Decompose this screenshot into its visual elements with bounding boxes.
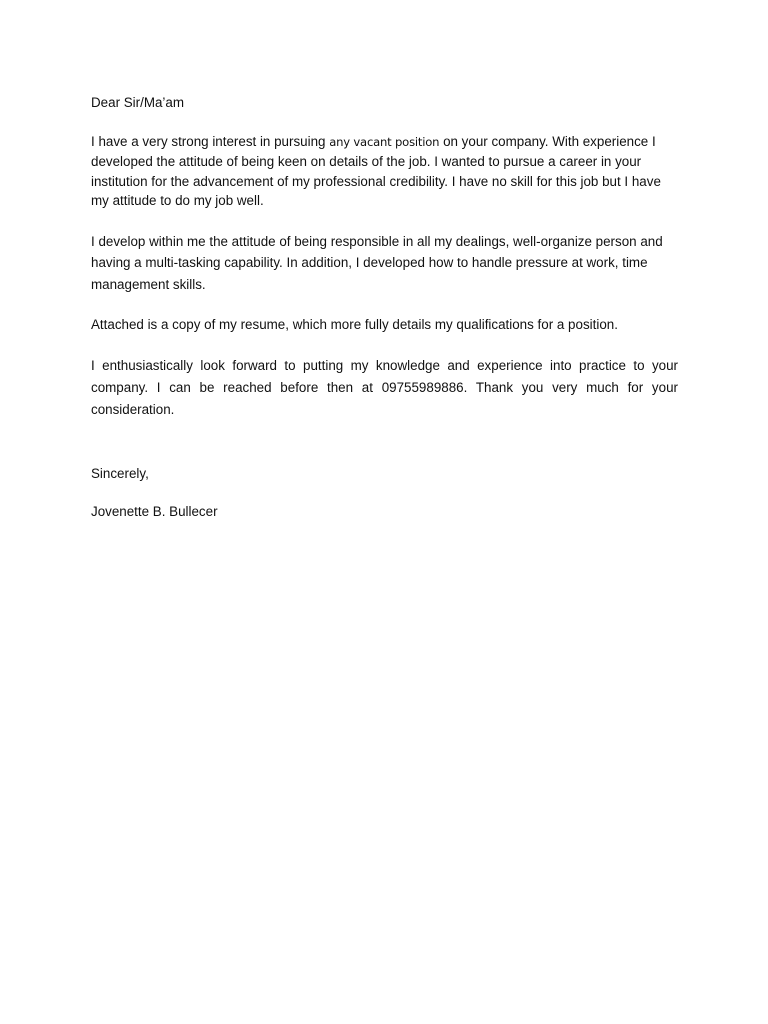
paragraph-attitude: I develop within me the attitude of being responsible in all my dealings, well-organize person and having a multi-tasking capability. In addition, I developed how to handle pressure at work, time management skills. xyxy=(91,233,663,292)
paragraph-interest-start: I have a very strong interest in pursuing xyxy=(91,133,330,149)
paragraph-contact: I enthusiastically look forward to putting my knowledge and experience into practice to your company. I can be reached before then at 09755989886. Thank you very much for your consideration. xyxy=(91,357,678,417)
position-phrase: any vacant position xyxy=(329,134,440,149)
paragraph-resume: Attached is a copy of my resume, which more fully details my qualifications for a position. xyxy=(91,317,618,332)
paragraph-interest xyxy=(91,132,678,211)
salutation: Dear Sir/Ma’am xyxy=(91,95,185,110)
closing: Sincerely, xyxy=(91,465,149,481)
paragraph-interest-end: on your company. With experience I developed the attitude of being keen on details of the job. I wanted to pursue a career in your institution for the advancement of my professional credibility. I have no skill for this job but I have my attitude to do my job well. xyxy=(91,133,661,208)
letter-body xyxy=(91,93,678,522)
signature-name: Jovenette B. Bullecer xyxy=(91,504,218,519)
